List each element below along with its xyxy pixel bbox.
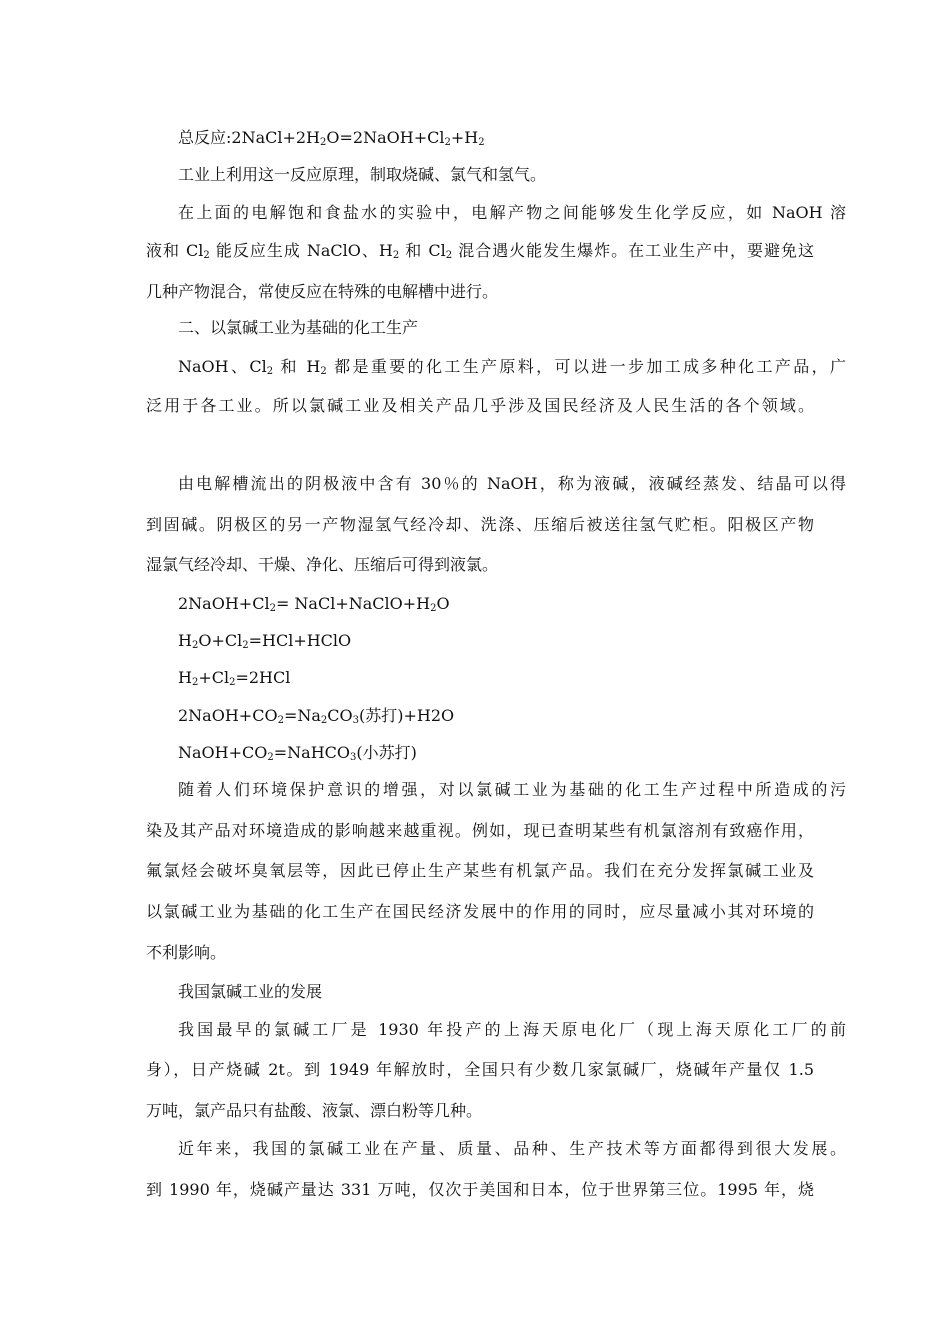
text-line: 随着人们环境保护意识的增强，对以氯碱工业为基础的化工生产过程中所造成的污 — [178, 780, 846, 799]
text-line: 氟氯烃会破坏臭氧层等，因此已停止生产某些有机氯产品。我们在充分发挥氯碱工业及 — [146, 861, 814, 880]
text-line: 不利影响。 — [146, 943, 227, 962]
text-line: 由电解槽流出的阴极液中含有 30％的 NaOH，称为液碱，液碱经蒸发、结晶可以得 — [178, 474, 846, 493]
text-line: 几种产物混合，常使反应在特殊的电解槽中进行。 — [146, 282, 499, 301]
text-line: 身），日产烧碱 2t。到 1949 年解放时，全国只有少数几家氯碱厂，烧碱年产量仅 1.5 — [146, 1060, 814, 1079]
text-line: 泛用于各工业。所以氯碱工业及相关产品几乎涉及国民经济及人民生活的各个领域。 — [146, 396, 814, 415]
text-line: 我国最早的氯碱工厂是 1930 年投产的上海天原电化厂（现上海天原化工厂的前 — [178, 1020, 846, 1039]
section-heading: 二、以氯碱工业为基础的化工生产 — [178, 318, 419, 337]
text-line: 以氯碱工业为基础的化工生产在国民经济发展中的作用的同时，应尽量减小其对环境的 — [146, 902, 814, 921]
section-heading: 我国氯碱工业的发展 — [178, 982, 323, 1001]
text-line: 液和 $Cl_2$ 能反应生成 NaClO、$H_2$ 和 $Cl_2$ 混合遇火能发生爆炸。在工业生产中，要避免这 — [146, 241, 814, 261]
text-line: 到 1990 年，烧碱产量达 331 万吨，仅次于美国和日本，位于世界第三位。1995 年，烧 — [146, 1180, 814, 1199]
equation-line: $H_2+Cl_2=2HCl$ — [178, 668, 291, 688]
text-line: 在上面的电解饱和食盐水的实验中，电解产物之间能够发生化学反应，如 NaOH 溶 — [178, 203, 846, 222]
text-line: 工业上利用这一反应原理，制取烧碱、氯气和氢气。 — [178, 165, 547, 184]
text-line: 到固碱。阴极区的另一产物湿氢气经冷却、洗涤、压缩后被送往氢气贮柜。阳极区产物 — [146, 515, 814, 534]
text-line: 染及其产品对环境造成的影响越来越重视。例如，现已查明某些有机氯溶剂有致癌作用， — [146, 821, 814, 840]
text-line: NaOH、$Cl_2$ 和 $H_2$ 都是重要的化工生产原料，可以进一步加工成多种化工产品，广 — [178, 357, 846, 377]
equation-line: $NaOH+CO_2=NaHCO_3$(小苏打) — [178, 743, 417, 763]
text-line: 万吨，氯产品只有盐酸、液氯、漂白粉等几种。 — [146, 1101, 483, 1120]
text-line: 湿氯气经冷却、干燥、净化、压缩后可得到液氯。 — [146, 555, 499, 574]
text-line: 近年来，我国的氯碱工业在产量、质量、品种、生产技术等方面都得到很大发展。 — [178, 1139, 846, 1158]
equation-line: $H_2O+Cl_2=HCl+HClO$ — [178, 631, 352, 651]
text-line: 总反应$:2NaCl+2H_2O=2NaOH+Cl_2+H_2$ — [178, 128, 485, 148]
equation-line: $2NaOH+CO_2=Na_2CO_3$(苏打)+H2O — [178, 706, 455, 726]
equation-line: $2NaOH+Cl_2=$ $NaCl+NaClO+H_2O$ — [178, 594, 450, 614]
